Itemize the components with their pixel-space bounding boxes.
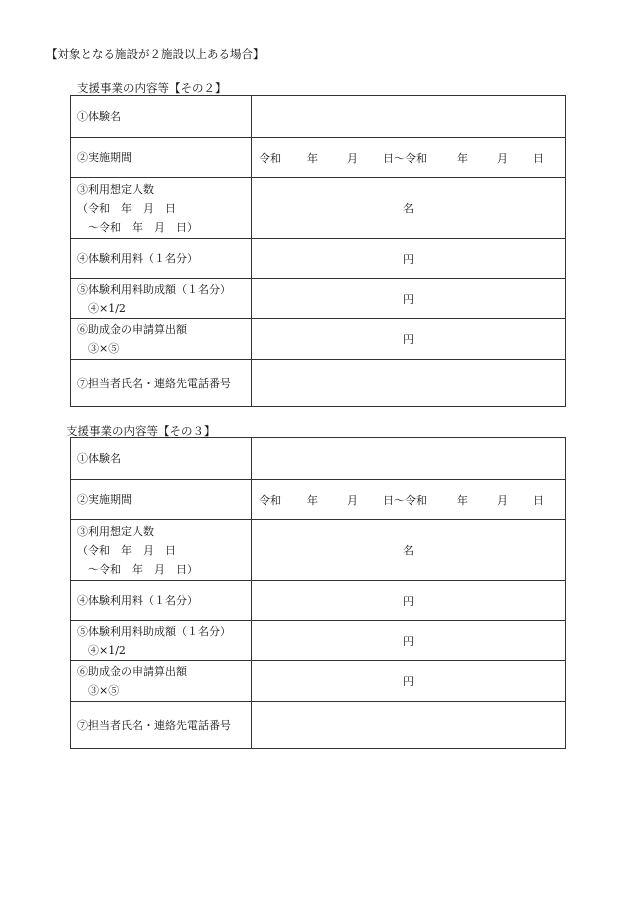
period-label: ②実施期間 bbox=[71, 138, 252, 178]
table-row bbox=[71, 178, 566, 239]
experience-name-label: ①体験名 bbox=[71, 96, 252, 138]
period-label: ②実施期間 bbox=[71, 480, 252, 520]
unit-label: 円 bbox=[403, 675, 414, 688]
table-row bbox=[71, 661, 566, 702]
table-row bbox=[71, 621, 566, 661]
label-line: ⑥助成金の申請算出額 bbox=[77, 323, 187, 336]
label-line: ～令和 年 月 日） bbox=[77, 220, 198, 234]
label-line: ⑥助成金の申請算出額 bbox=[77, 665, 187, 678]
grant-amount-label bbox=[71, 319, 252, 360]
table-row bbox=[71, 360, 566, 407]
label-line: ～令和 年 月 日） bbox=[77, 562, 198, 576]
unit-label: 円 bbox=[403, 634, 414, 648]
experience-name-field[interactable] bbox=[252, 438, 566, 480]
subsidy-fee-label bbox=[71, 621, 252, 661]
label-line: ③×⑤ bbox=[77, 684, 120, 697]
period-part: 年 bbox=[457, 493, 468, 507]
period-part: 月 bbox=[497, 493, 508, 507]
unit-label: 名 bbox=[403, 544, 414, 557]
label-line: ④×1/2 bbox=[77, 301, 126, 315]
period-field[interactable] bbox=[252, 138, 566, 178]
unit-label: 円 bbox=[403, 252, 414, 266]
label-line: ④×1/2 bbox=[77, 643, 126, 657]
participants-label bbox=[71, 520, 252, 581]
subsidy-fee-field[interactable] bbox=[252, 279, 566, 319]
participants-label bbox=[71, 178, 252, 239]
contact-label: ⑦担当者氏名・連絡先電話番号 bbox=[71, 702, 252, 749]
period-part: 月 bbox=[347, 493, 358, 507]
fee-field[interactable] bbox=[252, 239, 566, 279]
unit-label: 円 bbox=[403, 594, 414, 608]
table-row bbox=[71, 520, 566, 581]
table-row bbox=[71, 702, 566, 749]
fee-label: ④体験利用料（１名分） bbox=[71, 239, 252, 279]
subsidy-fee-label bbox=[71, 279, 252, 319]
period-field[interactable] bbox=[252, 480, 566, 520]
label-line: ③×⑤ bbox=[77, 342, 120, 355]
contact-field[interactable] bbox=[252, 360, 566, 407]
grant-amount-field[interactable] bbox=[252, 319, 566, 360]
fee-label: ④体験利用料（１名分） bbox=[71, 581, 252, 621]
period-part: 令和 bbox=[259, 493, 281, 507]
label-line: ⑤体験利用料助成額（１名分） bbox=[77, 624, 231, 638]
fee-field[interactable] bbox=[252, 581, 566, 621]
support-project-table bbox=[70, 437, 566, 749]
experience-name-label: ①体験名 bbox=[71, 438, 252, 480]
period-part: 月 bbox=[497, 151, 508, 165]
label-line: ⑤体験利用料助成額（１名分） bbox=[77, 282, 231, 296]
participants-field[interactable] bbox=[252, 178, 566, 239]
period-part: 月 bbox=[347, 151, 358, 165]
label-line: （令和 年 月 日 bbox=[77, 201, 176, 215]
support-project-table bbox=[70, 95, 566, 407]
contact-label: ⑦担当者氏名・連絡先電話番号 bbox=[71, 360, 252, 407]
period-part: 令和 bbox=[259, 151, 281, 165]
table-row bbox=[71, 319, 566, 360]
unit-label: 名 bbox=[403, 202, 414, 215]
table-row bbox=[71, 279, 566, 319]
table-row bbox=[71, 480, 566, 520]
table-row bbox=[71, 239, 566, 279]
grant-amount-label bbox=[71, 661, 252, 702]
period-part: 年 bbox=[307, 493, 318, 507]
page-heading: 【対象となる施設が２施設以上ある場合】 bbox=[46, 47, 265, 61]
subsidy-fee-field[interactable] bbox=[252, 621, 566, 661]
period-part: 年 bbox=[457, 151, 468, 165]
section-title: 支援事業の内容等【その３】 bbox=[66, 424, 216, 438]
section-title: 支援事業の内容等【その２】 bbox=[77, 81, 227, 95]
period-part: 日～令和 bbox=[383, 151, 427, 165]
unit-label: 円 bbox=[403, 333, 414, 346]
period-part: 年 bbox=[307, 151, 318, 165]
unit-label: 円 bbox=[403, 292, 414, 306]
grant-amount-field[interactable] bbox=[252, 661, 566, 702]
period-part: 日 bbox=[533, 151, 544, 165]
table-row bbox=[71, 581, 566, 621]
period-part: 日～令和 bbox=[383, 493, 427, 507]
participants-field[interactable] bbox=[252, 520, 566, 581]
label-line: （令和 年 月 日 bbox=[77, 543, 176, 557]
table-row bbox=[71, 96, 566, 138]
table-row bbox=[71, 438, 566, 480]
period-part: 日 bbox=[533, 493, 544, 507]
contact-field[interactable] bbox=[252, 702, 566, 749]
experience-name-field[interactable] bbox=[252, 96, 566, 138]
label-line: ③利用想定人数 bbox=[77, 182, 154, 196]
table-row bbox=[71, 138, 566, 178]
label-line: ③利用想定人数 bbox=[77, 524, 154, 538]
